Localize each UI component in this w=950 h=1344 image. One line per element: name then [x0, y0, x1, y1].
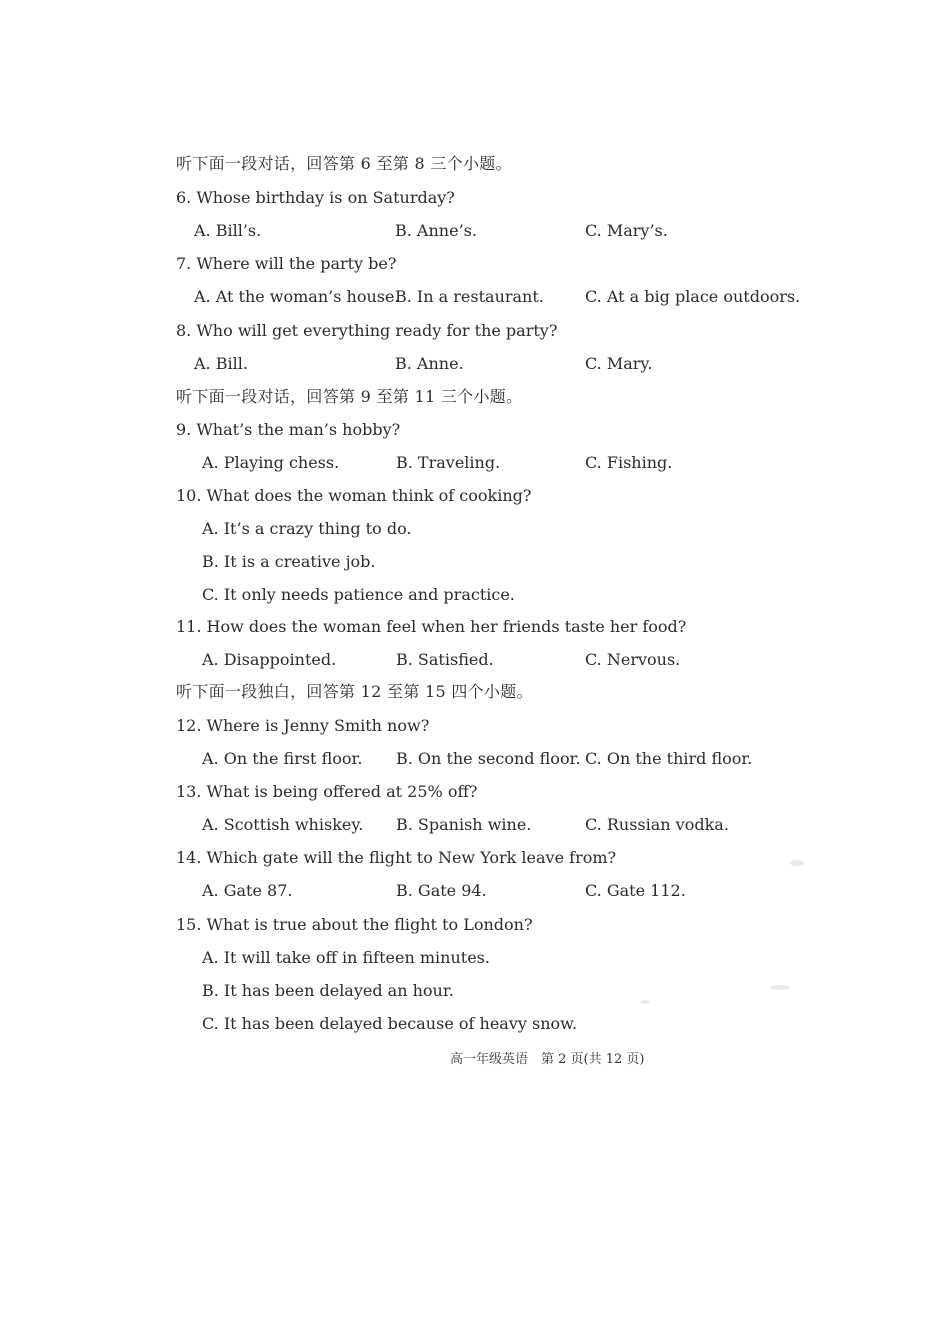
option-c: C. Nervous.	[585, 650, 681, 669]
option-b: B. Spanish wine.	[396, 815, 532, 834]
option-b: B. Satisfied.	[396, 650, 494, 669]
option-c: C. On the third floor.	[585, 749, 753, 768]
question-stem: 9. What’s the man’s hobby?	[176, 420, 401, 439]
question-stem: 8. Who will get everything ready for the party?	[176, 321, 558, 340]
option-b: B. Gate 94.	[396, 881, 487, 900]
option-c: C. Russian vodka.	[585, 815, 729, 834]
option-a: A. It’s a crazy thing to do.	[202, 519, 412, 538]
question-stem: 7. Where will the party be?	[176, 254, 397, 273]
option-b: B. Traveling.	[396, 453, 501, 472]
option-c: C. At a big place outdoors.	[585, 287, 801, 306]
section-heading: 听下面一段对话，回答第 9 至第 11 三个小题。	[176, 387, 523, 406]
option-b: B. Anne’s.	[395, 221, 477, 240]
scan-artifact	[770, 985, 790, 990]
option-a: A. It will take off in fifteen minutes.	[202, 948, 490, 967]
option-a: A. Bill’s.	[194, 221, 262, 240]
question-stem: 12. Where is Jenny Smith now?	[176, 716, 430, 735]
option-b: B. In a restaurant.	[395, 287, 544, 306]
scan-artifact	[790, 860, 804, 866]
option-c: C. It has been delayed because of heavy snow.	[202, 1014, 578, 1033]
section-heading: 听下面一段对话，回答第 6 至第 8 三个小题。	[176, 154, 512, 173]
question-stem: 14. Which gate will the flight to New York leave from?	[176, 848, 617, 867]
scan-artifact	[640, 1000, 650, 1004]
option-b: B. Anne.	[395, 354, 464, 373]
option-b: B. It has been delayed an hour.	[202, 981, 454, 1000]
question-stem: 13. What is being offered at 25% off?	[176, 782, 478, 801]
question-stem: 10. What does the woman think of cooking?	[176, 486, 532, 505]
option-a: A. Playing chess.	[202, 453, 340, 472]
option-c: C. Fishing.	[585, 453, 673, 472]
option-b: B. It is a creative job.	[202, 552, 376, 571]
option-c: C. Mary’s.	[585, 221, 668, 240]
question-stem: 6. Whose birthday is on Saturday?	[176, 188, 455, 207]
option-a: A. Gate 87.	[202, 881, 293, 900]
option-a: A. On the first floor.	[202, 749, 363, 768]
option-c: C. It only needs patience and practice.	[202, 585, 515, 604]
option-a: A. Bill.	[194, 354, 248, 373]
option-a: A. At the woman’s house.	[194, 287, 400, 306]
option-c: C. Gate 112.	[585, 881, 686, 900]
question-stem: 15. What is true about the flight to London?	[176, 915, 533, 934]
option-b: B. On the second floor.	[396, 749, 581, 768]
question-stem: 11. How does the woman feel when her friends taste her food?	[176, 617, 687, 636]
option-c: C. Mary.	[585, 354, 653, 373]
option-a: A. Disappointed.	[202, 650, 337, 669]
section-heading: 听下面一段独白，回答第 12 至第 15 四个小题。	[176, 682, 533, 701]
option-a: A. Scottish whiskey.	[202, 815, 364, 834]
page-footer: 高一年级英语 第 2 页(共 12 页)	[450, 1052, 645, 1067]
